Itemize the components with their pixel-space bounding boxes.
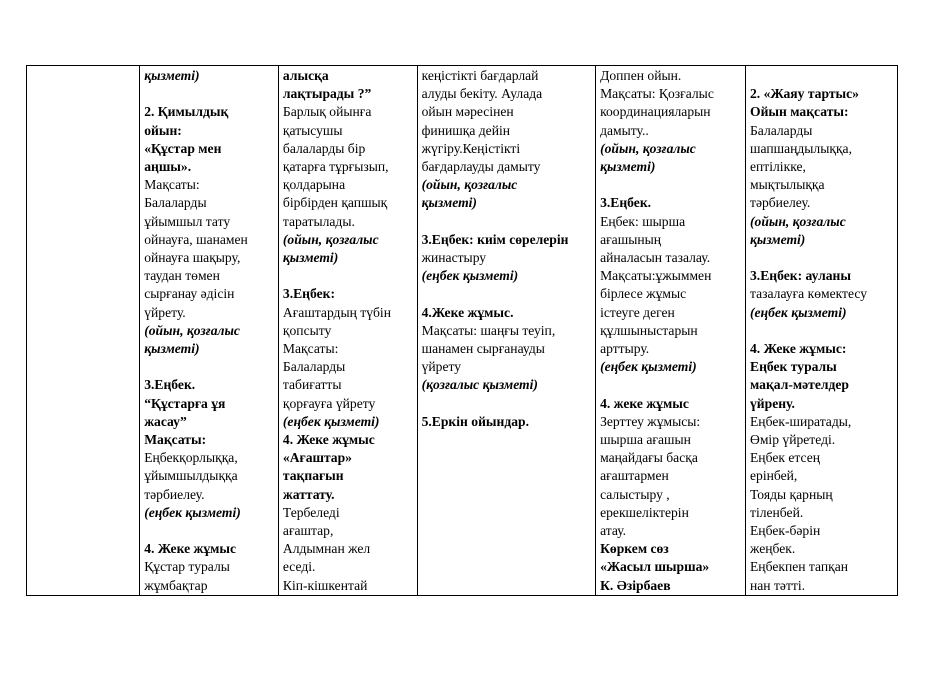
text-line: салыстыру ,: [600, 486, 670, 502]
text-line: дамыту..: [600, 122, 649, 138]
table-row: [27, 66, 898, 596]
text-line: үйрену.: [750, 395, 795, 411]
text-line: үйрету.: [144, 304, 186, 320]
text-line: [750, 322, 893, 340]
text-line: Доппен ойын.: [600, 68, 682, 83]
text-line: (еңбек қызметі): [282, 413, 380, 429]
column-empty: [27, 66, 140, 596]
text-line: (қозғалыс қызметі): [421, 377, 538, 393]
text-line: Еңбек-ширатады,: [750, 413, 852, 429]
text-line: ойын мәресінен: [421, 104, 514, 120]
text-line: қолдарына: [282, 177, 346, 193]
text-line: еседі.: [282, 559, 316, 575]
text-line: қызметі): [144, 341, 200, 357]
text-line: Еңбекқорлыққа,: [144, 450, 238, 466]
text-line: Еңбек: шырша: [600, 213, 686, 229]
text-line: мақал-мәтелдер: [750, 377, 849, 393]
text-line: қызметі): [282, 250, 339, 266]
text-line: ұйымшыл тату: [144, 213, 231, 229]
text-line: Зерттеу жұмысы:: [600, 413, 701, 429]
text-line: құлшыныстарын: [600, 322, 698, 338]
text-line: тазалауға көмектесу: [750, 286, 868, 302]
text-line: жеңбек.: [750, 541, 796, 557]
text-line: Балаларды: [144, 195, 207, 211]
text-line: қызметі): [600, 159, 656, 175]
lesson-plan-table: [26, 65, 898, 596]
text-line: Балаларды: [282, 359, 346, 375]
text-line: (ойын, қозғалыс: [750, 213, 846, 229]
text-line: таратылады.: [282, 213, 355, 229]
text-line: Еңбек туралы: [750, 359, 837, 375]
text-line: (еңбек қызметі): [750, 304, 847, 320]
text-line: ептілікке,: [750, 159, 806, 174]
text-line: “Құстарға ұя: [144, 395, 226, 411]
text-line: (ойын, қозғалыс: [282, 231, 379, 247]
text-line: [283, 267, 413, 285]
text-line: жасау”: [144, 413, 187, 429]
text-line: [600, 376, 741, 394]
text-line: [422, 395, 591, 413]
text-line: қатарға тұрғызып,: [282, 159, 389, 175]
text-line: шапшаңдылыққа,: [750, 140, 852, 156]
text-line: жұмбақтар: [144, 577, 208, 593]
text-line: ойын:: [144, 122, 182, 138]
text-line: (еңбек қызметі): [421, 268, 519, 284]
text-line: 3.Еңбек: киім сөрелерін: [421, 231, 569, 247]
text-line: 2. «Жаяу тартыс»: [750, 86, 859, 102]
text-line: қызметі): [144, 68, 200, 83]
text-line: [750, 249, 893, 267]
text-line: [422, 213, 591, 231]
text-line: нан тәтті.: [750, 577, 806, 593]
text-line: 4. Жеке жұмыс:: [750, 341, 847, 356]
text-line: ерекшеліктерін: [600, 504, 689, 520]
text-line: ағаштармен: [600, 468, 669, 484]
column-day-3: [417, 66, 595, 596]
text-line: Балаларды: [750, 122, 813, 138]
text-line: кеңістікті бағдарлай: [421, 68, 539, 83]
text-line: ойнауға, шанамен: [144, 231, 248, 247]
text-line: Барлық ойынға: [282, 104, 372, 120]
text-line: таудан төмен: [144, 268, 220, 284]
text-line: тәрбиелеу.: [144, 486, 205, 502]
text-line: Мақсаты:: [144, 432, 207, 448]
text-line: сырғанау әдісін: [144, 286, 235, 302]
text-line: Кіп-кішкентай: [282, 577, 368, 593]
text-line: Алдымнан жел: [282, 541, 371, 557]
text-line: арттыру.: [600, 341, 650, 357]
text-line: алуды бекіту. Аулада: [421, 86, 543, 102]
text-line: жинастыру: [421, 250, 487, 266]
text-line: Мақсаты: шаңғы теуіп,: [421, 322, 556, 338]
column-day-4: [596, 66, 746, 596]
text-line: маңайдағы басқа: [600, 450, 698, 466]
text-line: ағаштар,: [282, 523, 334, 539]
text-line: бірлесе жұмыс: [600, 286, 687, 302]
text-line: Еңбекпен тапқан: [750, 559, 849, 575]
text-line: 5.Еркін ойындар.: [421, 413, 529, 429]
text-line: табиғатты: [282, 377, 342, 393]
text-line: жаттату.: [282, 486, 335, 502]
text-line: 3.Еңбек:: [282, 286, 336, 302]
text-line: 2. Қимылдық: [144, 104, 229, 120]
text-line: 3.Еңбек.: [144, 377, 196, 393]
text-line: қызметі): [750, 231, 806, 247]
text-line: істеуге деген: [600, 304, 675, 320]
text-line: [144, 85, 274, 103]
text-line: 4. Жеке жұмыс: [282, 432, 375, 448]
text-line: тақпағын: [282, 468, 344, 484]
text-line: айналасын тазалау.: [600, 250, 711, 266]
text-line: аңшы».: [144, 159, 192, 174]
text-line: Құстар туралы: [144, 559, 230, 575]
text-line: Мақсаты:: [144, 177, 200, 193]
text-line: тіленбей.: [750, 504, 804, 520]
text-line: Ойын мақсаты:: [750, 104, 849, 120]
text-line: қорғауға үйрету: [282, 395, 376, 411]
text-line: жүгіру.Кеңістікті: [421, 140, 521, 156]
text-line: [750, 67, 893, 85]
text-line: «Ағаштар»: [282, 450, 352, 466]
column-day-5: [746, 66, 898, 596]
text-line: [144, 522, 274, 540]
text-line: «Құстар мен: [144, 140, 222, 156]
column-day-1: [140, 66, 279, 596]
text-line: 4. Жеке жұмыс: [144, 541, 237, 557]
text-line: ұйымшылдыққа: [144, 468, 238, 484]
text-line: бағдарлауды дамыту: [421, 159, 541, 175]
text-line: Еңбек-бәрін: [750, 523, 821, 539]
text-line: финишқа дейін: [421, 122, 511, 138]
text-line: Көркем сөз: [600, 541, 669, 557]
text-line: Мақсаты:ұжыммен: [600, 268, 712, 284]
text-line: координацияларын: [600, 104, 711, 120]
text-line: Еңбек етсең: [750, 450, 820, 466]
text-line: бірбірден қапшық: [282, 195, 388, 211]
text-line: лақтырады ?”: [282, 86, 372, 102]
text-line: 4.Жеке жұмыс.: [421, 304, 514, 320]
column-day-2: [278, 66, 417, 596]
text-line: шанамен сырғанауды: [421, 341, 545, 357]
text-line: ерінбей,: [750, 468, 798, 484]
text-line: Мақсаты: Қозғалыс: [600, 86, 714, 102]
text-line: алысқа: [282, 68, 329, 83]
text-line: [144, 358, 274, 376]
text-line: балаларды бір: [282, 140, 366, 156]
text-line: ойнауға шақыру,: [144, 250, 241, 266]
text-line: шырша ағашын: [600, 432, 691, 448]
text-line: Өмір үйретеді.: [750, 432, 836, 448]
text-line: (ойын, қозғалыс: [600, 140, 696, 156]
text-line: қатысушы: [282, 122, 343, 138]
text-line: Тербеледі: [282, 504, 340, 520]
text-line: (еңбек қызметі): [600, 359, 697, 375]
text-line: 3.Еңбек: ауланы: [750, 268, 851, 284]
text-line: [600, 176, 741, 194]
text-line: (ойын, қозғалыс: [421, 177, 518, 193]
text-line: мықтылыққа: [750, 177, 825, 193]
text-line: К. Әзірбаев: [600, 577, 671, 593]
text-line: Тояды қарның: [750, 486, 833, 502]
text-line: қызметі): [421, 195, 477, 211]
text-line: [422, 285, 591, 303]
text-line: (ойын, қозғалыс: [144, 322, 240, 338]
text-line: атау.: [600, 523, 627, 539]
text-line: (еңбек қызметі): [144, 504, 241, 520]
text-line: тәрбиелеу.: [750, 195, 811, 211]
text-line: 4. жеке жұмыс: [600, 395, 689, 411]
text-line: Ағаштардың түбін: [282, 304, 391, 320]
text-line: Мақсаты:: [282, 341, 339, 357]
text-line: 3.Еңбек.: [600, 195, 652, 211]
text-line: үйрету: [421, 359, 462, 375]
text-line: «Жасыл шырша»: [600, 559, 710, 575]
text-line: қопсыту: [282, 322, 332, 338]
text-line: ағашының: [600, 231, 662, 247]
